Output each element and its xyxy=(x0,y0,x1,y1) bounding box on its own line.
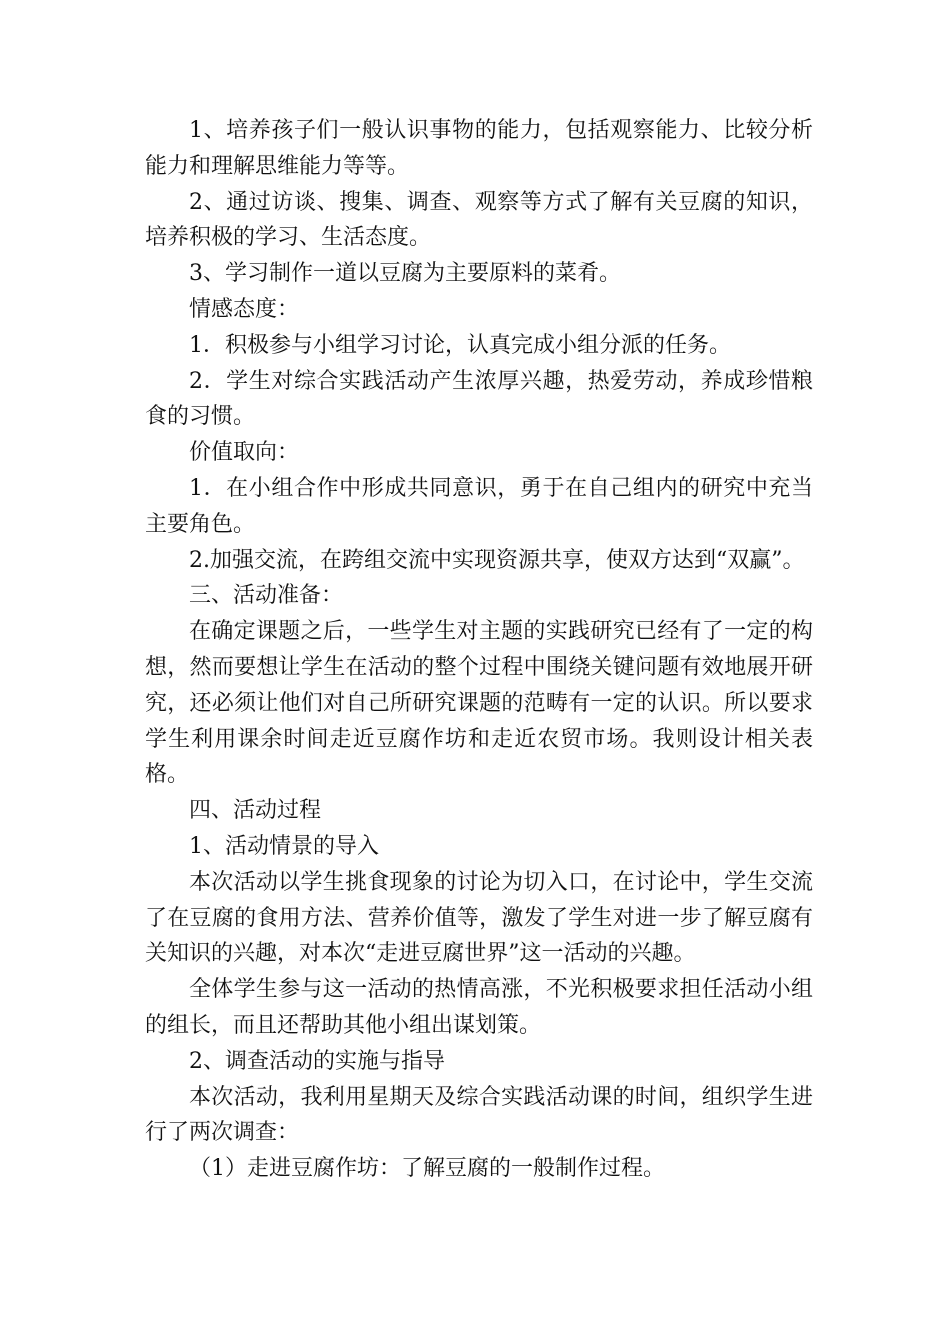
heading-activity-preparation: 三、活动准备： xyxy=(189,583,344,609)
paragraph-goal-2: 2、通过访谈、搜集、调查、观察等方式了解有关豆腐的知识，培养积极的学习、生活态度。 xyxy=(145,189,813,251)
paragraph-goal-1: 1、培养孩子们一般认识事物的能力，包括观察能力、比较分析能力和理解思维能力等等。 xyxy=(145,118,813,179)
paragraph-value-2: 2.加强交流，在跨组交流中实现资源共享，使双方达到“双赢”。 xyxy=(189,547,805,573)
paragraph-value-1: 1．在小组合作中形成共同意识，勇于在自己组内的研究中充当主要角色。 xyxy=(145,475,813,537)
heading-scene-introduction: 1、活动情景的导入 xyxy=(189,833,379,859)
heading-activity-process: 四、活动过程 xyxy=(189,798,322,824)
paragraph-survey: 本次活动，我利用星期天及综合实践活动课的时间，组织学生进行了两次调查： xyxy=(145,1084,813,1146)
heading-emotion-attitude: 情感态度： xyxy=(189,296,300,322)
paragraph-introduction-2: 全体学生参与这一活动的热情高涨，不光积极要求担任活动小组的组长，而且还帮助其他小组出谋划策。 xyxy=(145,977,813,1038)
heading-survey-guidance: 2、调查活动的实施与指导 xyxy=(189,1048,445,1074)
paragraph-goal-3: 3、学习制作一道以豆腐为主要原料的菜肴。 xyxy=(189,261,621,287)
heading-value-orientation: 价值取向： xyxy=(189,440,300,466)
document-body xyxy=(145,113,813,1187)
paragraph-introduction-1: 本次活动以学生挑食现象的讨论为切入口，在讨论中，学生交流了在豆腐的食用方法、营养价值等，激发了学生对进一步了解豆腐有关知识的兴趣，对本次“走进豆腐世界”这一活动的兴趣。 xyxy=(145,869,813,967)
paragraph-emotion-2: 2．学生对综合实践活动产生浓厚兴趣，热爱劳动，养成珍惜粮食的习惯。 xyxy=(145,368,813,430)
paragraph-survey-item-1: （1）走进豆腐作坊：了解豆腐的一般制作过程。 xyxy=(189,1156,665,1182)
paragraph-emotion-1: 1．积极参与小组学习讨论，认真完成小组分派的任务。 xyxy=(189,332,731,358)
paragraph-preparation: 在确定课题之后，一些学生对主题的实践研究已经有了一定的构想，然而要想让学生在活动的整个过程中围绕关键问题有效地展开研究，还必须让他们对自己所研究课题的范畴有一定的认识。所以要求学生利用课余时间走近豆腐作坊和走近农贸市场。我则设计相关表格。 xyxy=(145,619,813,788)
